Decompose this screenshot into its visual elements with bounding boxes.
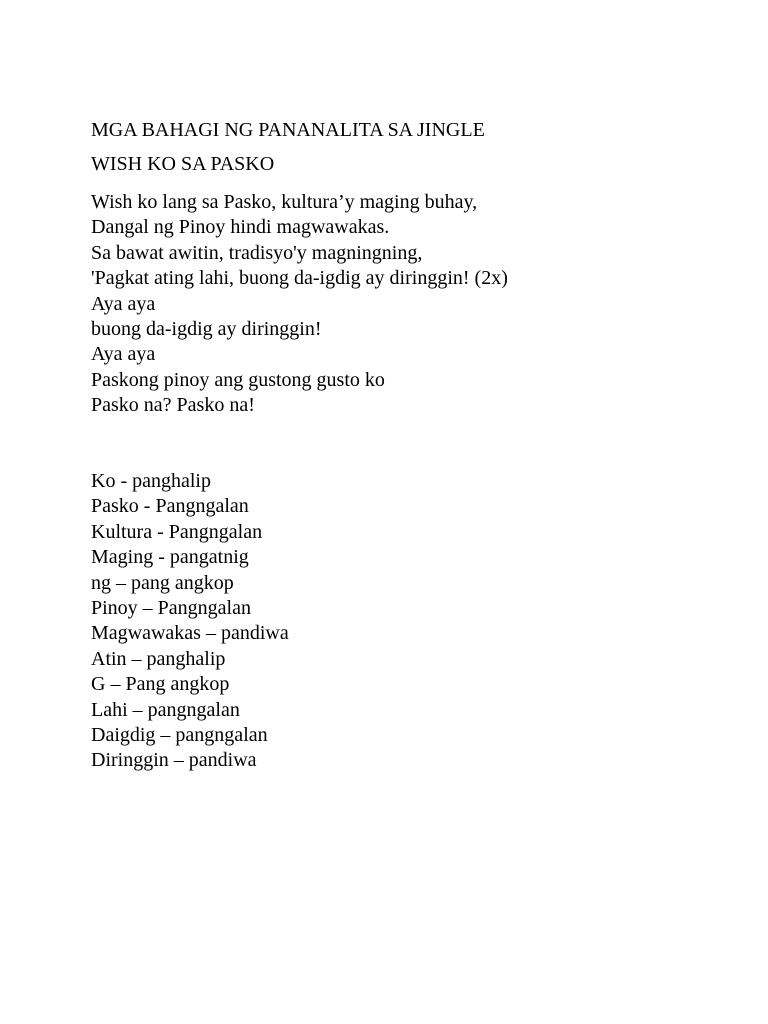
word-entry: Ko - panghalip: [91, 470, 211, 492]
lyric-line: Dangal ng Pinoy hindi magwawakas.: [91, 216, 390, 239]
lyrics-block: [91, 190, 508, 419]
lyric-line: buong da-igdig ay diringgin!: [91, 317, 322, 340]
word-entry: Magwawakas – pandiwa: [91, 622, 289, 645]
lyric-line: Aya aya: [91, 292, 156, 315]
lyric-line: 'Pagkat ating lahi, buong da-igdig ay diringgin! (2x): [91, 267, 508, 290]
lyric-line: Sa bawat awitin, tradisyo'y magningning,: [91, 241, 423, 264]
word-entry: Pinoy – Pangngalan: [91, 596, 251, 619]
word-entry: G – Pang angkop: [91, 673, 230, 696]
lyric-line: Aya aya: [91, 343, 156, 366]
word-entry: Diringgin – pandiwa: [91, 749, 257, 772]
word-entry: Lahi – pangngalan: [91, 698, 240, 721]
lyric-line: Pasko na? Pasko na!: [91, 394, 255, 417]
word-entry: ng – pang angkop: [91, 571, 234, 594]
lyric-line: Paskong pinoy ang gustong gusto ko: [91, 368, 385, 391]
title-line-1: MGA BAHAGI NG PANANALITA SA JINGLE: [91, 119, 485, 141]
word-entry: Kultura - Pangngalan: [91, 520, 263, 543]
word-entry: Daigdig – pangngalan: [91, 723, 268, 746]
parts-of-speech-list: [91, 469, 289, 774]
title-line-2: WISH KO SA PASKO: [91, 153, 275, 175]
word-entry: Pasko - Pangngalan: [91, 495, 249, 518]
word-entry: Atin – panghalip: [91, 647, 226, 670]
word-entry: Maging - pangatnig: [91, 546, 249, 569]
lyric-line: Wish ko lang sa Pasko, kultura’y maging buhay,: [91, 191, 478, 213]
